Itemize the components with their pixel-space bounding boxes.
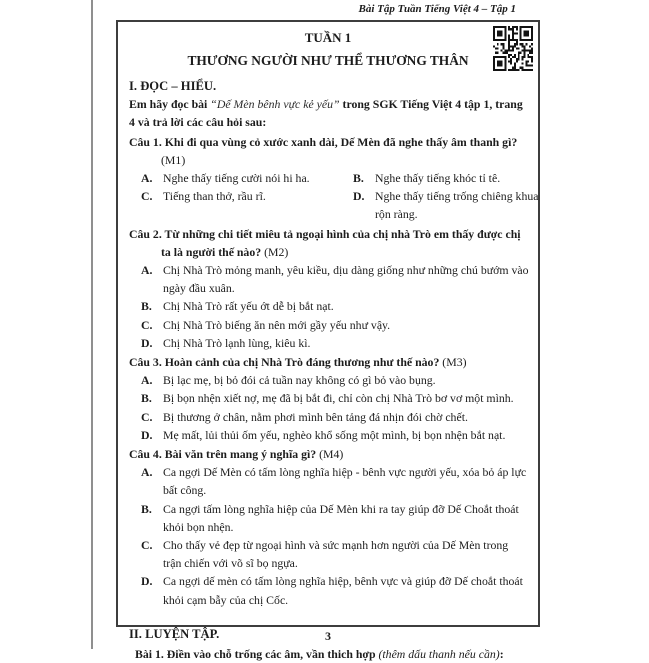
question-4-marker: (M4) (319, 447, 344, 462)
book-header-title: Bài Tập Tuần Tiếng Việt 4 – Tập 1 (358, 3, 516, 15)
exercise-1-text: Điền vào chỗ trống các âm, vần thich hợp (163, 647, 379, 662)
story-title-quote: “Dế Mèn bênh vực kẻ yếu” (210, 97, 340, 112)
section-heading-practice: II. LUYỆN TẬP. (129, 626, 220, 641)
question-1 (127, 133, 529, 169)
reading-instructions (127, 95, 529, 131)
question-3-options (127, 371, 529, 444)
option-4b-letter: B. (141, 501, 152, 516)
option-2a-letter: A. (141, 263, 153, 278)
exercise-1-colon: : (499, 647, 504, 662)
option-1c-text: Tiếng than thở, rầu rĩ. (163, 189, 266, 204)
option-1c-letter: C. (141, 189, 153, 204)
option-2d (141, 334, 529, 352)
exercise-1-note: (thêm dấu thanh nếu cần) (378, 647, 500, 662)
option-4a (141, 463, 529, 499)
option-1c (141, 187, 353, 223)
option-4c-text: Cho thấy vẻ đẹp từ ngoại hình và sức mạnh hơn người của Dế Mèn trong trận chiến với võ sĩ bọ ngựa. (163, 538, 509, 571)
question-2-marker: (M2) (264, 244, 289, 259)
option-2a-text: Chị Nhà Trò mỏng manh, yêu kiều, dịu dàng giống như những chú bướm vào ngày đầu xuân. (163, 263, 529, 296)
option-1b-letter: B. (353, 171, 364, 186)
question-3 (127, 353, 529, 371)
option-2c-letter: C. (141, 317, 153, 332)
option-4a-letter: A. (141, 465, 153, 480)
question-3-marker: (M3) (442, 355, 467, 370)
page-spine-line (91, 0, 93, 649)
option-2c (141, 316, 529, 334)
option-2b (141, 297, 529, 315)
option-3c-letter: C. (141, 409, 153, 424)
worksheet-page (116, 20, 540, 662)
option-4c (141, 536, 529, 572)
option-4d (141, 572, 529, 608)
option-1b-text: Nghe thấy tiếng khóc tỉ tê. (375, 171, 501, 186)
option-4a-text: Ca ngợi Dế Mèn có tấm lòng nghĩa hiệp - bênh vực người yếu, xóa bỏ áp lực bất công. (163, 465, 527, 498)
option-1d-text: Nghe thấy tiếng trống chiêng khua rộn ràng. (375, 189, 539, 222)
option-2a (141, 261, 529, 297)
question-2-label: Câu 2. (129, 226, 162, 241)
option-3a-text: Bị lạc mẹ, bị bỏ đói cả tuần nay không có gì bỏ vào bụng. (163, 373, 436, 388)
option-3a-letter: A. (141, 373, 153, 388)
question-1-options (127, 169, 539, 224)
option-2d-text: Chị Nhà Trò lạnh lùng, kiêu kì. (163, 335, 311, 350)
option-4c-letter: C. (141, 538, 153, 553)
option-4b-text: Ca ngợi tấm lòng nghĩa hiệp của Dế Mèn khi ra tay giúp đỡ Dế Choắt thoát khỏi bọn nhện. (163, 501, 519, 534)
option-2d-letter: D. (141, 335, 153, 350)
option-1a-text: Nghe thấy tiếng cười nói hi ha. (163, 171, 310, 186)
question-1-text: Khi đi qua vùng cỏ xước xanh dài, Dế Mèn đã nghe thấy âm thanh gì? (161, 134, 518, 149)
question-4 (127, 445, 529, 463)
page-number: 3 (325, 629, 331, 643)
exercise-1 (127, 645, 529, 663)
option-1d (353, 187, 541, 223)
option-2b-text: Chị Nhà Trò rất yếu ớt dễ bị bắt nạt. (163, 299, 334, 314)
question-4-text: Bài văn trên mang ý nghĩa gì? (161, 447, 320, 462)
option-2c-text: Chị Nhà Trò biếng ăn nên mới gầy yếu như vậy. (163, 317, 391, 332)
section-heading-reading: I. ĐỌC – HIỂU. (129, 79, 217, 93)
option-3b-text: Bị bọn nhện xiết nợ, mẹ đã bị bắt đi, chỉ còn chị Nhà Trò bơ vơ một mình. (163, 391, 514, 406)
qr-code-icon (493, 26, 533, 71)
option-3c (141, 408, 529, 426)
option-4b (141, 500, 529, 536)
option-4d-text: Ca ngợi dế mèn có tấm lòng nghĩa hiệp, bênh vực và giúp đỡ Dế choắt thoát khỏi cạm bẫy của chị Cốc. (163, 574, 523, 607)
week-title: TUẦN 1 (304, 30, 352, 45)
option-3b-letter: B. (141, 391, 152, 406)
intro-suffix: trong SGK Tiếng Việt 4 tập 1, trang 4 và trả lời các câu hỏi sau: (129, 97, 523, 130)
question-4-label: Câu 4. (129, 447, 162, 462)
option-3d-letter: D. (141, 427, 153, 442)
option-1a (141, 169, 353, 187)
question-4-options (127, 463, 529, 609)
intro-prefix: Em hãy đọc bài (129, 97, 211, 112)
option-2b-letter: B. (141, 299, 152, 314)
option-4d-letter: D. (141, 574, 153, 589)
option-3a (141, 371, 529, 389)
question-1-marker: (M1) (161, 152, 186, 167)
option-3b (141, 389, 529, 407)
question-2-text: Từ những chi tiết miêu tả ngoại hình của chị nhà Trò em thấy được chị ta là người thế nào? (161, 226, 521, 259)
exercise-1-label: Bài 1. (135, 647, 164, 662)
question-2-options (127, 261, 529, 352)
question-1-label: Câu 1. (129, 134, 162, 149)
question-3-text: Hoàn cảnh của chị Nhà Trò đáng thương như thế nào? (161, 355, 443, 370)
option-1b (353, 169, 541, 187)
option-3d (141, 426, 529, 444)
question-2 (127, 225, 529, 261)
option-3c-text: Bị thương ở chân, nằm phơi mình bên tảng đá nhịn đói chờ chết. (163, 409, 468, 424)
option-1d-letter: D. (353, 189, 365, 204)
lesson-title: THƯƠNG NGƯỜI NHƯ THỂ THƯƠNG THÂN (187, 53, 469, 68)
question-3-label: Câu 3. (129, 355, 162, 370)
option-1a-letter: A. (141, 171, 153, 186)
option-3d-text: Mẹ mất, lủi thủi ốm yếu, nghèo khổ sống một mình, bị bọn nhện bắt nạt. (163, 427, 506, 442)
